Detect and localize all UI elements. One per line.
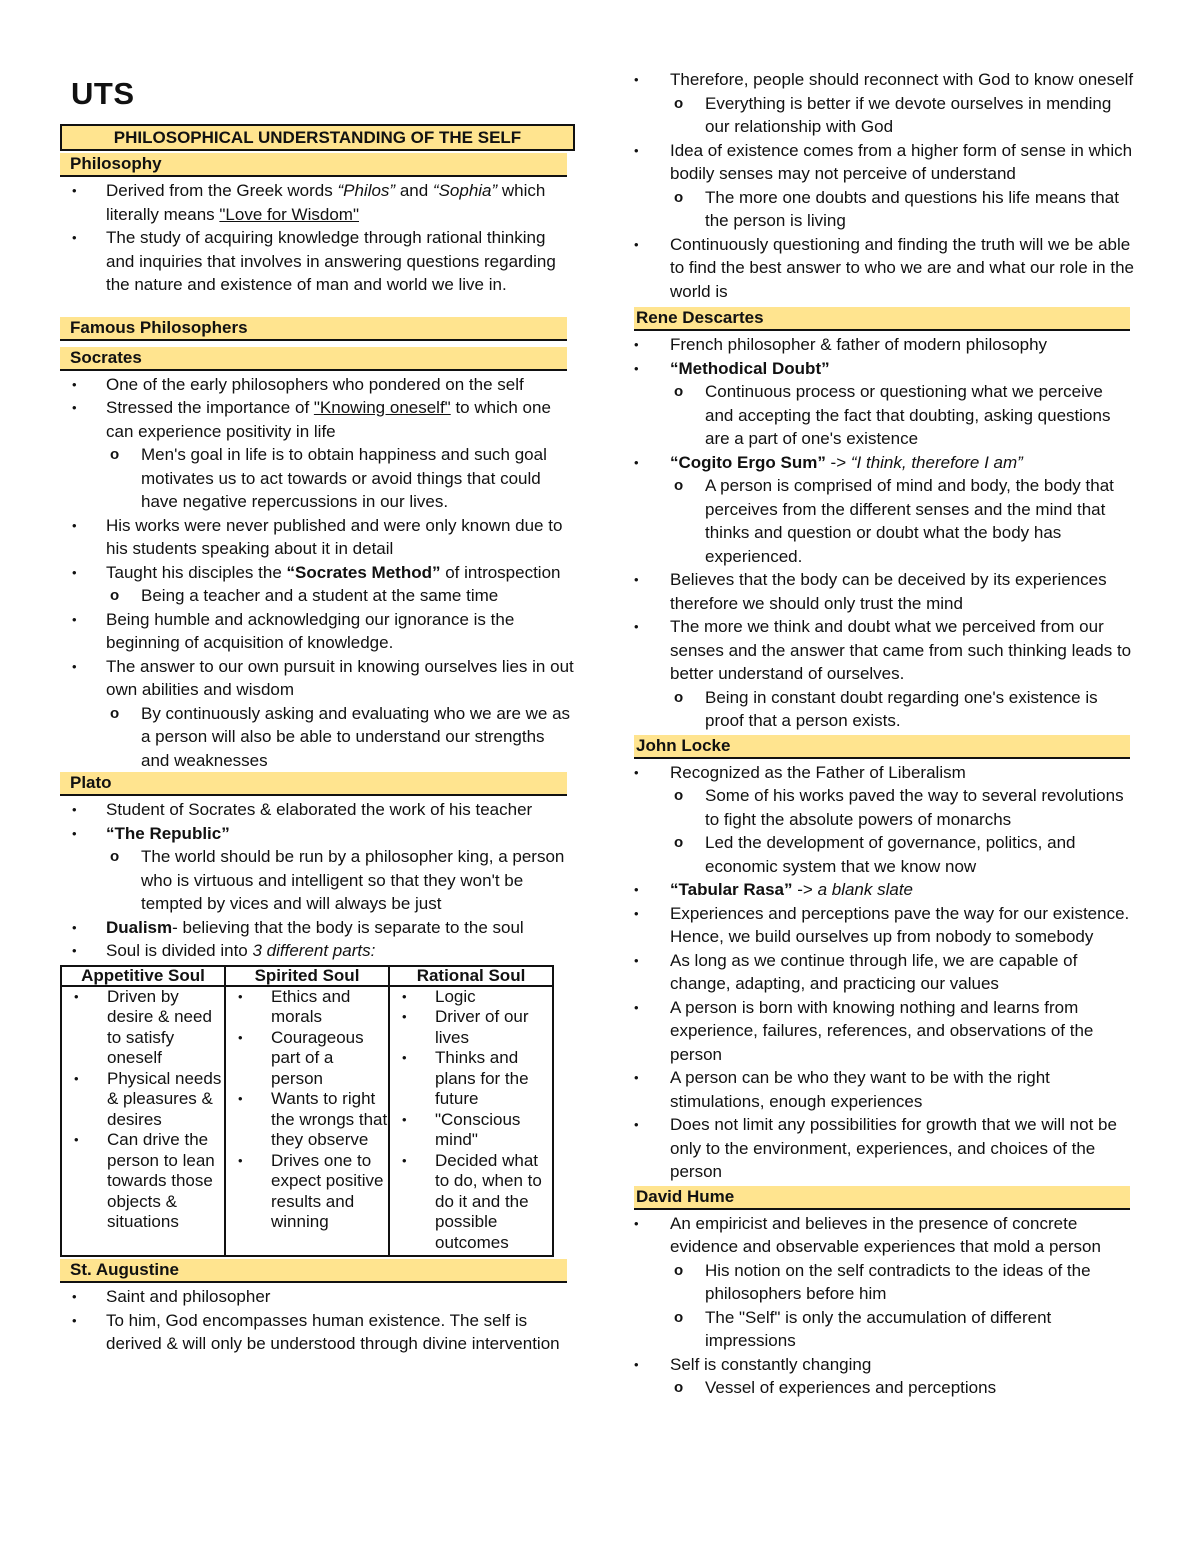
document-title: UTS [71, 76, 135, 111]
sub-list-item: o Men's goal in life is to obtain happiness and such goal motivates us to act towards or avoid things that could have negative repercussions in our lives. [106, 443, 575, 514]
list-item: • Continuously questioning and finding the truth will we be able to find the best answer to who we are and what our role in the world is [634, 233, 1134, 304]
table-header-spirited: Spirited Soul [225, 966, 389, 986]
list-item: • Recognized as the Father of Liberalism o Some of his works paved the way to several revolutions to fight the absolute powers of monarchs o Led the development of governance, politics, and economic system that we know now [634, 761, 1134, 879]
list-item: • His works were never published and were only known due to his students speaking about it in detail [60, 514, 575, 561]
list-item: • “Cogito Ergo Sum” -> “I think, therefore I am” o A person is comprised of mind and body, the body that perceives from the different senses and the mind that thinks and question or doubt what the body has experienced. [634, 451, 1134, 569]
list-item: • “Methodical Doubt” o Continuous process or questioning what we perceive and accepting the fact that doubting, asking questions are a part of one's existence [634, 357, 1134, 451]
list-item: • Does not limit any possibilities for growth that we will not be only to the environment, experiences, and choices of the person [634, 1113, 1134, 1184]
list-item: • Driven by desire & need to satisfy oneself [62, 987, 224, 1069]
list-item: • Idea of existence comes from a higher form of sense in which bodily senses may not perceive of understand o The more one doubts and questions his life means that the person is living [634, 139, 1134, 233]
list-item: • Dualism- believing that the body is separate to the soul [60, 916, 575, 940]
list-item: • The answer to our own pursuit in knowing ourselves lies in out own abilities and wisdom o By continuously asking and evaluating who we are we as a person will also be able to understand our strengths and weaknesses [60, 655, 575, 773]
list-item: • Experiences and perceptions pave the way for our existence. Hence, we build ourselves up from nobody to somebody [634, 902, 1134, 949]
list-item: • Self is constantly changing o Vessel of experiences and perceptions [634, 1353, 1134, 1400]
list-item: • Logic [390, 987, 552, 1008]
list-item: • Decided what to do, when to do it and the possible outcomes [390, 1151, 552, 1254]
sub-list-item: o The "Self" is only the accumulation of different impressions [670, 1306, 1134, 1353]
list-item: • Driver of our lives [390, 1007, 552, 1048]
list-item: • Physical needs & pleasures & desires [62, 1069, 224, 1131]
famous-philosophers-header: Famous Philosophers [60, 317, 567, 341]
descartes-list [634, 333, 1134, 733]
sub-list-item: o By continuously asking and evaluating who we are we as a person will also be able to understand our strengths and weaknesses [106, 702, 575, 773]
spirited-cell [225, 986, 389, 1257]
socrates-header: Socrates [60, 347, 567, 371]
list-item: • An empiricist and believes in the presence of concrete evidence and observable experiences that mold a person o His notion on the self contradicts to the ideas of the philosophers before him o The "Self" is only the accumulation of different impressions [634, 1212, 1134, 1353]
list-item: • The study of acquiring knowledge through rational thinking and inquiries that involves in answering questions regarding the nature and existence of man and world we live in. [60, 226, 575, 297]
descartes-header: Rene Descartes [634, 307, 1130, 331]
sub-list-item: o Being in constant doubt regarding one's existence is proof that a person exists. [670, 686, 1134, 733]
list-item: • Ethics and morals [226, 987, 388, 1028]
list-item: • “The Republic” o The world should be run by a philosopher king, a person who is virtuous and intelligent so that they won't be tempted by vices and will always be just [60, 822, 575, 916]
table-header-rational: Rational Soul [389, 966, 553, 986]
sub-list-item: o Continuous process or questioning what we perceive and accepting the fact that doubting, asking questions are a part of one's existence [670, 380, 1134, 451]
plato-header: Plato [60, 772, 567, 796]
augustine-list [60, 1285, 575, 1356]
list-item: • A person is born with knowing nothing and learns from experience, failures, references, and observations of the person [634, 996, 1134, 1067]
right-column [634, 68, 1134, 1400]
list-item: • French philosopher & father of modern philosophy [634, 333, 1134, 357]
sub-list-item: o The world should be run by a philosopher king, a person who is virtuous and intelligent so that they won't be tempted by vices and will always be just [106, 845, 575, 916]
sub-list-item: o Led the development of governance, politics, and economic system that we know now [670, 831, 1134, 878]
section-banner: PHILOSOPHICAL UNDERSTANDING OF THE SELF [60, 124, 575, 151]
left-column [60, 70, 575, 1356]
list-item: • As long as we continue through life, we are capable of change, adapting, and practicing our values [634, 949, 1134, 996]
rational-cell [389, 986, 553, 1257]
soul-parts-table [60, 965, 554, 1258]
list-item: • Being humble and acknowledging our ignorance is the beginning of acquisition of knowledge. [60, 608, 575, 655]
list-item: • One of the early philosophers who pondered on the self [60, 373, 575, 397]
list-item: • Courageous part of a person [226, 1028, 388, 1090]
sub-list-item: o The more one doubts and questions his life means that the person is living [670, 186, 1134, 233]
list-item: • Therefore, people should reconnect with God to know oneself o Everything is better if we devote ourselves in mending our relationship with God [634, 68, 1134, 139]
list-item: • Soul is divided into 3 different parts: [60, 939, 575, 963]
locke-list [634, 761, 1134, 1184]
sub-list-item: o Being a teacher and a student at the same time [106, 584, 575, 608]
hume-list [634, 1212, 1134, 1400]
augustine-list-continued [634, 68, 1134, 303]
list-item: • Student of Socrates & elaborated the work of his teacher [60, 798, 575, 822]
philosophy-header: Philosophy [60, 153, 567, 177]
list-item: • Stressed the importance of "Knowing oneself" to which one can experience positivity in life o Men's goal in life is to obtain happiness and such goal motivates us to act towards or avoid things that could have negative repercussions in our lives. [60, 396, 575, 514]
sub-list-item: o Some of his works paved the way to several revolutions to fight the absolute powers of monarchs [670, 784, 1134, 831]
sub-list-item: o A person is comprised of mind and body, the body that perceives from the different senses and the mind that thinks and question or doubt what the body has experienced. [670, 474, 1134, 568]
list-item: • Derived from the Greek words “Philos” and “Sophia” which literally means "Love for Wisdom" [60, 179, 575, 226]
appetitive-cell [61, 986, 225, 1257]
list-item: • Thinks and plans for the future [390, 1048, 552, 1110]
augustine-header: St. Augustine [60, 1259, 567, 1283]
list-item: • Can drive the person to lean towards those objects & situations [62, 1130, 224, 1233]
list-item: • Wants to right the wrongs that they observe [226, 1089, 388, 1151]
hume-header: David Hume [634, 1186, 1130, 1210]
list-item: • Believes that the body can be deceived by its experiences therefore we should only trust the mind [634, 568, 1134, 615]
sub-list-item: o His notion on the self contradicts to the ideas of the philosophers before him [670, 1259, 1134, 1306]
table-header-appetitive: Appetitive Soul [61, 966, 225, 986]
list-item: • "Conscious mind" [390, 1110, 552, 1151]
sub-list-item: o Vessel of experiences and perceptions [670, 1376, 1134, 1400]
plato-list [60, 798, 575, 963]
list-item: • Drives one to expect positive results and winning [226, 1151, 388, 1233]
philosophy-list [60, 179, 575, 297]
sub-list-item: o Everything is better if we devote ourselves in mending our relationship with God [670, 92, 1134, 139]
list-item: • The more we think and doubt what we perceived from our senses and the answer that came from such thinking leads to better understand of ourselves. o Being in constant doubt regarding one's existence is proof that a person exists. [634, 615, 1134, 733]
list-item: • “Tabular Rasa” -> a blank slate [634, 878, 1134, 902]
locke-header: John Locke [634, 735, 1130, 759]
list-item: • Saint and philosopher [60, 1285, 575, 1309]
list-item: • A person can be who they want to be with the right stimulations, enough experiences [634, 1066, 1134, 1113]
list-item: • To him, God encompasses human existence. The self is derived & will only be understood through divine intervention [60, 1309, 575, 1356]
socrates-list [60, 373, 575, 773]
list-item: • Taught his disciples the “Socrates Method” of introspection o Being a teacher and a student at the same time [60, 561, 575, 608]
